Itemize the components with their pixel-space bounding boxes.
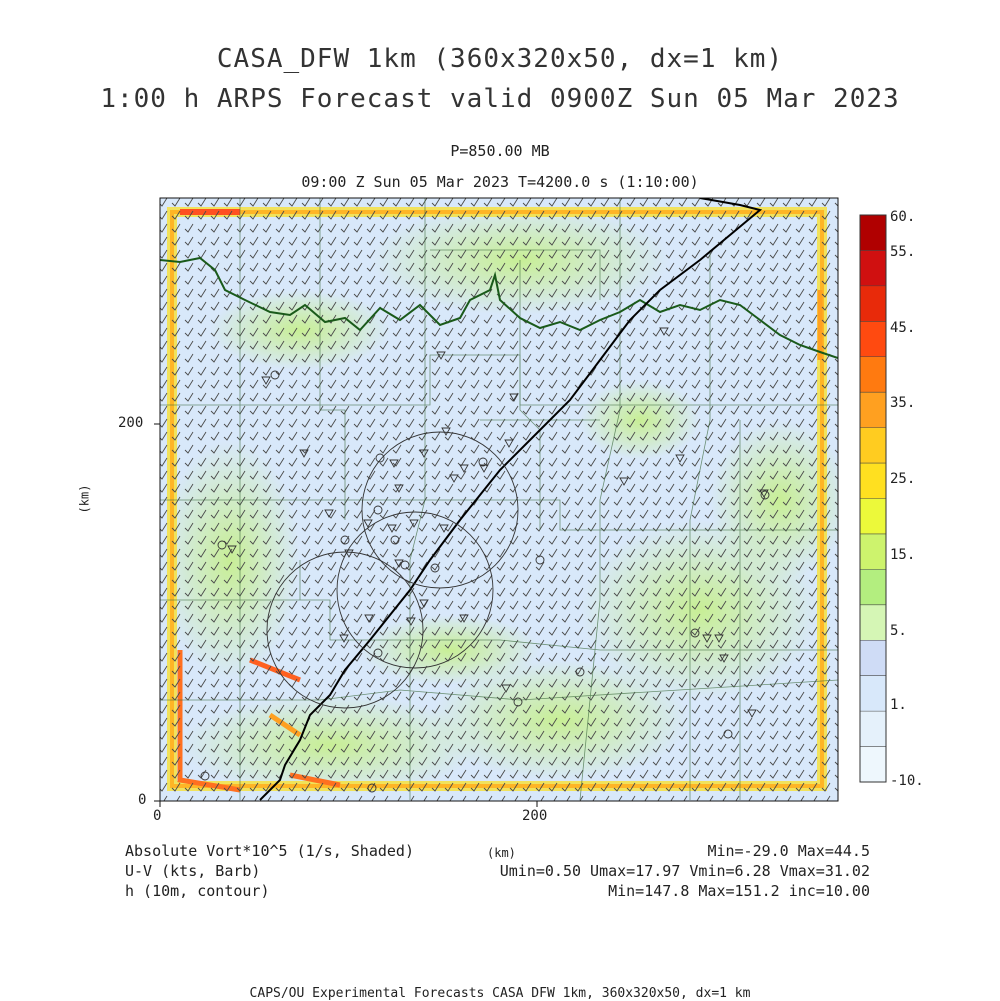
colorbar-swatch bbox=[860, 215, 886, 251]
colorbar-swatch bbox=[860, 534, 886, 570]
legend-stats-vorticity: Min=-29.0 Max=44.5 bbox=[707, 842, 870, 860]
title-line-1: CASA_DFW 1km (360x320x50, dx=1 km) bbox=[216, 44, 784, 74]
legend-field-vorticity: Absolute Vort*10^5 (1/s, Shaded) bbox=[125, 842, 414, 860]
map-area bbox=[160, 198, 850, 801]
valid-time: 09:00 Z Sun 05 Mar 2023 T=4200.0 s (1:10:00) bbox=[301, 173, 699, 191]
y-axis-label: (km) bbox=[77, 484, 92, 514]
colorbar-swatch bbox=[860, 499, 886, 535]
colorbar-swatch bbox=[860, 357, 886, 393]
footer-credit: CAPS/OU Experimental Forecasts CASA DFW 1km, 360x320x50, dx=1 km bbox=[249, 986, 751, 1001]
colorbar-swatch bbox=[860, 676, 886, 712]
legend-field-height: h (10m, contour) bbox=[125, 882, 270, 900]
x-tick-0: 0 bbox=[153, 808, 162, 824]
colorbar-label: 60. bbox=[890, 209, 916, 225]
y-tick-0: 0 bbox=[138, 792, 147, 808]
colorbar-swatch bbox=[860, 605, 886, 641]
y-tick-200: 200 bbox=[118, 415, 144, 431]
colorbar-label: -10. bbox=[890, 773, 924, 789]
colorbar-label: 45. bbox=[890, 320, 916, 336]
colorbar-swatch bbox=[860, 286, 886, 322]
colorbar-swatch bbox=[860, 747, 886, 783]
colorbar-label: 15. bbox=[890, 547, 916, 563]
colorbar-swatch bbox=[860, 428, 886, 464]
colorbar-label: 5. bbox=[890, 623, 907, 639]
legend-stats-height: Min=147.8 Max=151.2 inc=10.00 bbox=[608, 882, 870, 900]
colorbar-swatch bbox=[860, 711, 886, 747]
colorbar-swatch bbox=[860, 392, 886, 428]
wind-barbs bbox=[160, 198, 838, 801]
legend-stats-wind: Umin=0.50 Umax=17.97 Vmin=6.28 Vmax=31.02 bbox=[499, 862, 870, 880]
colorbar-swatch bbox=[860, 463, 886, 499]
colorbar-swatch bbox=[860, 569, 886, 605]
colorbar-swatch bbox=[860, 640, 886, 676]
colorbar-swatch bbox=[860, 250, 886, 286]
colorbar bbox=[860, 215, 886, 783]
colorbar-swatch bbox=[860, 321, 886, 357]
legend-center-km: (km) bbox=[487, 846, 516, 860]
colorbar-label: 35. bbox=[890, 395, 916, 411]
colorbar-label: 25. bbox=[890, 471, 916, 487]
colorbar-label: 55. bbox=[890, 244, 916, 260]
pressure-level: P=850.00 MB bbox=[450, 142, 550, 160]
x-tick-200: 200 bbox=[522, 808, 548, 824]
legend-field-wind: U-V (kts, Barb) bbox=[125, 862, 261, 880]
colorbar-label: 1. bbox=[890, 697, 907, 713]
title-line-2: 1:00 h ARPS Forecast valid 0900Z Sun 05 Mar 2023 bbox=[100, 84, 900, 114]
